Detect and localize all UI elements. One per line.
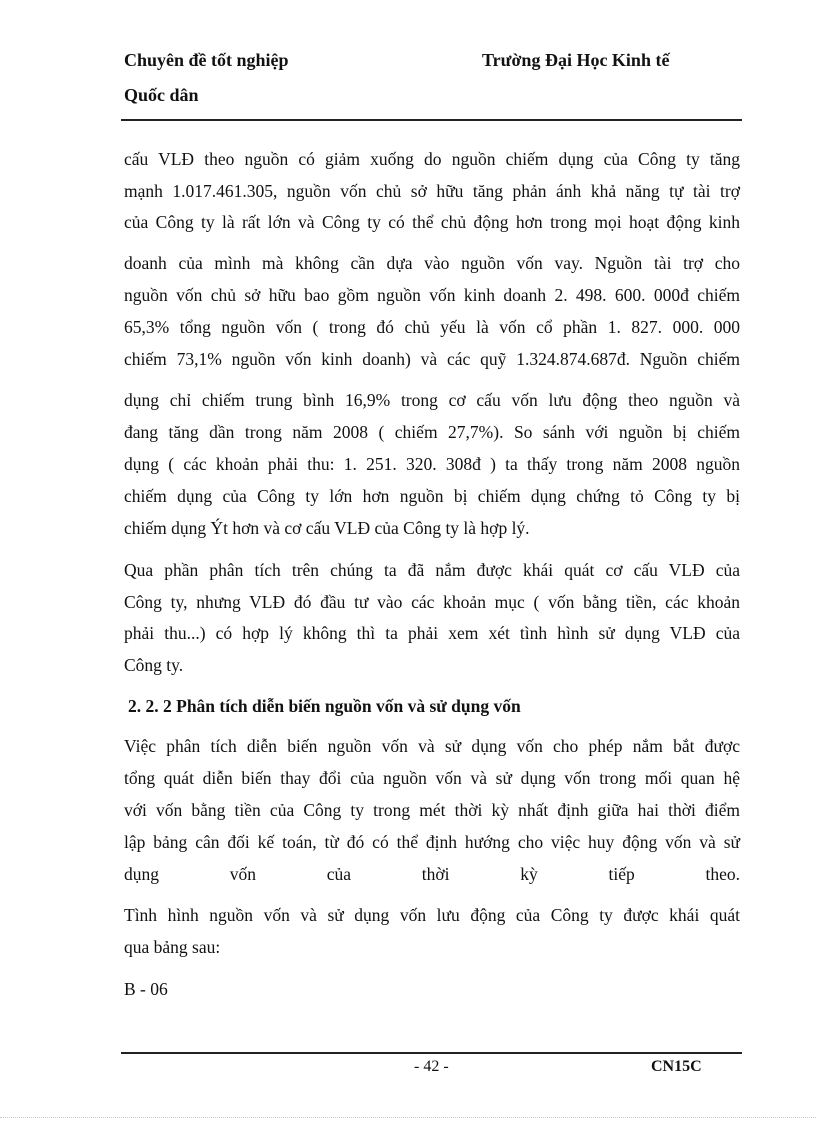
paragraph1-line: chiếm dụng của Công ty lớn hơn nguồn bị chiếm dụng chứng tỏ Công ty bị — [124, 486, 740, 506]
class-code: CN15C — [651, 1058, 702, 1075]
section-heading: 2. 2. 2 Phân tích diễn biến nguồn vốn và sử dụng vốn — [128, 696, 521, 716]
page-bottom-edge — [0, 1117, 816, 1118]
paragraph4-line: Tình hình nguồn vốn và sử dụng vốn lưu động của Công ty được khái quát — [124, 905, 740, 925]
paragraph1-line: dụng ( các khoản phải thu: 1. 251. 320. 308đ ) ta thấy trong năm 2008 nguồn — [124, 454, 740, 474]
table-code: B - 06 — [124, 979, 168, 999]
paragraph1-line: 65,3% tổng nguồn vốn ( trong đó chủ yếu là vốn cổ phần 1. 827. 000. 000 — [124, 317, 740, 337]
paragraph2-line: phải thu...) có hợp lý không thì ta phải xem xét tình hình sử dụng VLĐ của — [124, 623, 740, 643]
header-title-left-line2: Quốc dân — [124, 85, 199, 105]
paragraph1-line: của Công ty là rất lớn và Công ty có thể chủ động hơn trong mọi hoạt động kinh — [124, 212, 740, 232]
paragraph1-line: mạnh 1.017.461.305, nguồn vốn chủ sở hữu tăng phản ánh khả năng tự tài trợ — [124, 181, 740, 201]
paragraph3-line: với vốn bằng tiền của Công ty trong mét thời kỳ nhất định giữa hai thời điểm — [124, 800, 740, 820]
paragraph1-line: dụng chỉ chiếm trung bình 16,9% trong cơ cấu vốn lưu động theo nguồn và — [124, 390, 740, 410]
paragraph1-line: nguồn vốn chủ sở hữu bao gồm nguồn vốn kinh doanh 2. 498. 600. 000đ chiếm — [124, 285, 740, 305]
paragraph1-line: chiếm 73,1% nguồn vốn kinh doanh) và các quỹ 1.324.874.687đ. Nguồn chiếm — [124, 349, 740, 369]
paragraph1-line: đang tăng dần trong năm 2008 ( chiếm 27,7%). So sánh với nguồn bị chiếm — [124, 422, 740, 442]
paragraph3-line: tổng quát diễn biến thay đổi của nguồn vốn và sử dụng vốn trong mối quan hệ — [124, 768, 740, 788]
paragraph2-line: Công ty, nhưng VLĐ đó đầu tư vào các khoản mục ( vốn bằng tiền, các khoản — [124, 592, 740, 612]
paragraph3-line: dụng vốn của thời kỳ tiếp theo. — [124, 864, 740, 884]
footer-rule — [121, 1052, 742, 1054]
paragraph3-line: Việc phân tích diễn biến nguồn vốn và sử dụng vốn cho phép nắm bắt được — [124, 736, 740, 756]
paragraph1-line: chiếm dụng Ýt hơn và cơ cấu VLĐ của Công ty là hợp lý. — [124, 518, 530, 538]
paragraph3-line: lập bảng cân đối kế toán, từ đó có thể định hướng cho việc huy động vốn và sử — [124, 832, 740, 852]
header-rule — [121, 119, 742, 121]
header-title-left: Chuyên đề tốt nghiệp — [124, 50, 289, 70]
paragraph4-line: qua bảng sau: — [124, 937, 221, 957]
paragraph2-line: Công ty. — [124, 655, 184, 675]
header-university: Trường Đại Học Kinh tế — [482, 50, 670, 70]
page-number: - 42 - — [414, 1058, 449, 1075]
paragraph1-line: doanh của mình mà không cần dựa vào nguồn vốn vay. Nguồn tài trợ cho — [124, 253, 740, 273]
paragraph1-line: cấu VLĐ theo nguồn có giảm xuống do nguồn chiếm dụng của Công ty tăng — [124, 149, 740, 169]
paragraph2-line: Qua phần phân tích trên chúng ta đã nắm được khái quát cơ cấu VLĐ của — [124, 560, 740, 580]
